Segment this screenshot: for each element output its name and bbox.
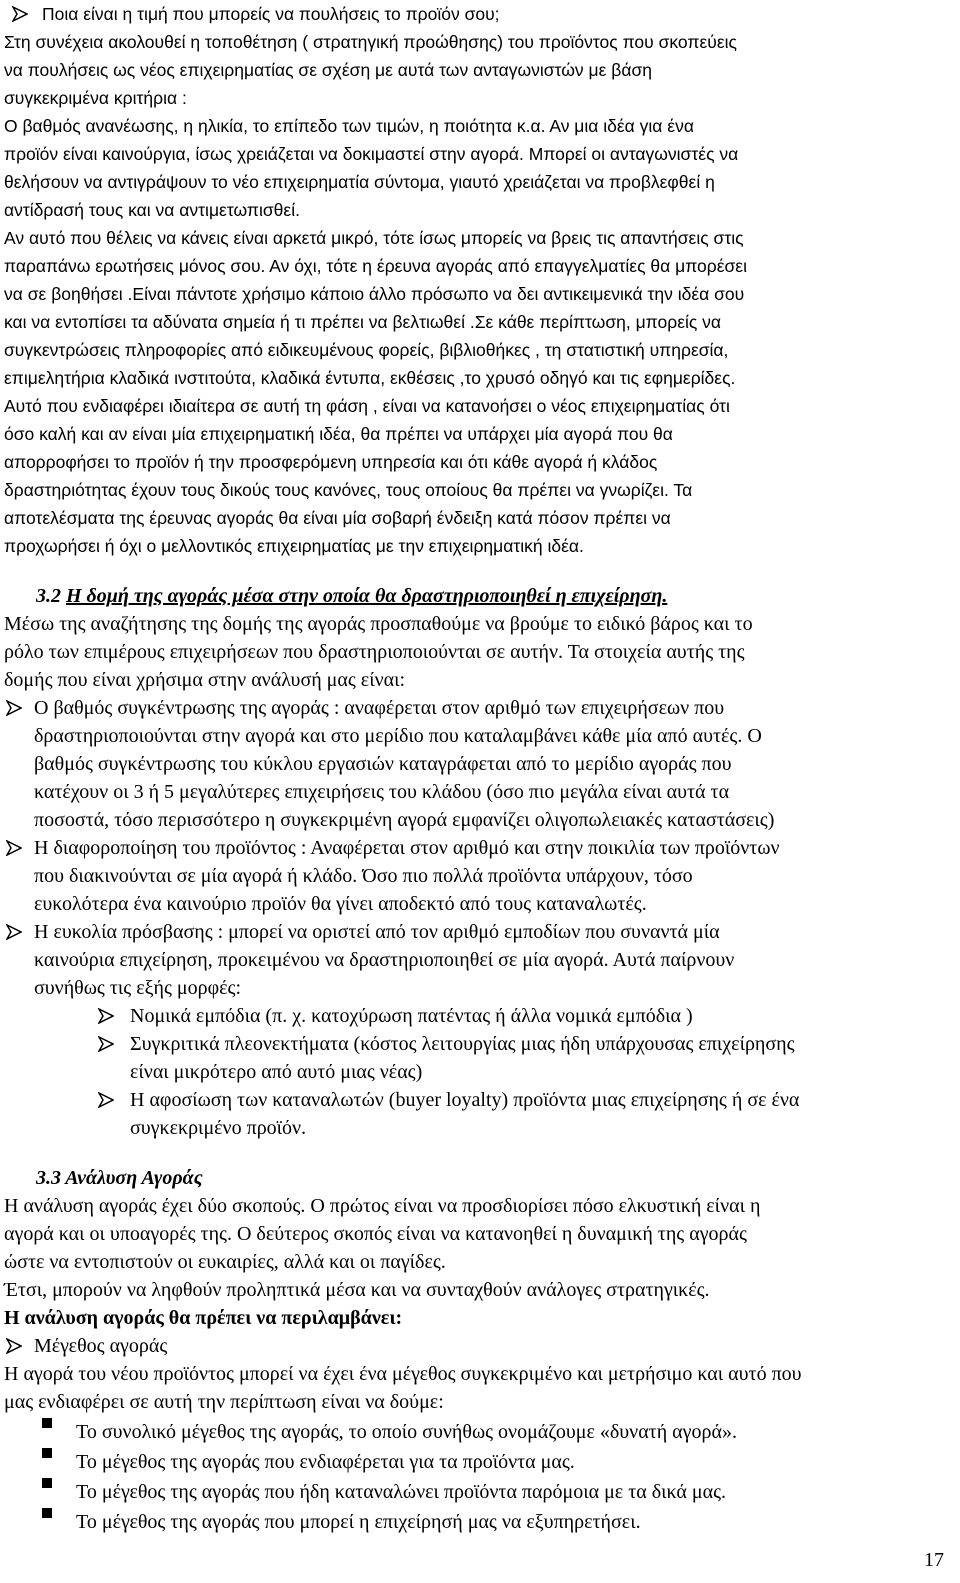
section-number: 3.2 — [36, 585, 61, 607]
sub-bullet-item: Νομικά εμπόδια (π. χ. κατοχύρωση πατέντας ή άλλα νομικά εμπόδια ) — [0, 1002, 960, 1030]
arrow-bullet-icon — [98, 1008, 114, 1024]
arrow-bullet-icon — [12, 6, 28, 22]
text-line: όσο καλή και αν είναι μία επιχειρηματική ιδέα, θα πρέπει να υπάρχει μία αγορά που θα — [4, 424, 673, 444]
text-line: Η αγορά του νέου προϊόντος μπορεί να έχει ένα μέγεθος συγκεκριμένο και μετρήσιμο και αυτό που — [4, 1363, 802, 1385]
text-line: Στη συνέχεια ακολουθεί η τοποθέτηση ( στρατηγική προώθησης) του προϊόντος που σκοπεύεις — [4, 32, 737, 52]
text-line: αντίδρασή τους και να αντιμετωπισθεί. — [4, 200, 300, 220]
sub-bullet-item: Η αφοσίωση των καταναλωτών (buyer loyalty) προϊόντα μιας επιχείρησης ή σε ένα — [0, 1086, 960, 1114]
text-line: καινούρια επιχείρηση, προκειμένου να δραστηριοποιηθεί σε μία αγορά. Αυτά παίρνουν — [34, 949, 735, 971]
square-bullet-icon — [42, 1448, 52, 1458]
arrow-bullet-icon — [6, 1338, 22, 1354]
question-line — [0, 0, 960, 28]
text-line: κατέχουν οι 3 ή 5 μεγαλύτερες επιχειρήσεις του κλάδου (όσο πιο μεγάλα είναι αυτά τα — [34, 781, 730, 803]
text-line: και να εντοπίσει τα αδύνατα σημεία ή τι πρέπει να βελτιωθεί .Σε κάθε περίπτωση, μπορείς να — [4, 312, 722, 332]
text-line: δραστηριοποιούνται στην αγορά και στο μερίδιο που καταλαμβάνει κάθε μία από αυτές. Ο — [34, 725, 762, 747]
text-line: θελήσουν να αντιγράψουν το νέο επιχειρηματία σύντομα, γιαυτό χρειάζεται να προβλεφθεί η — [4, 172, 715, 192]
sub-bullet-item: Συγκριτικά πλεονεκτήματα (κόστος λειτουργίας μιας ήδη υπάρχουσας επιχείρησης — [0, 1030, 960, 1058]
text-line: είναι μικρότερο από αυτό μιας νέας) — [130, 1061, 423, 1083]
text-line: συγκεντρώσεις πληροφορίες από ειδικευμένους φορείς, βιβλιοθήκες , τη στατιστική υπηρεσία, — [4, 340, 729, 360]
text-line: ρόλο των επιμέρους επιχειρήσεων που δραστηριοποιούνται σε αυτήν. Τα στοιχεία αυτής της — [4, 641, 745, 663]
text-line: αποτελέσματα της έρευνας αγοράς θα είναι μία σοβαρή ένδειξη κατά πόσον πρέπει να — [4, 508, 671, 528]
text-line: Η ανάλυση αγοράς έχει δύο σκοπούς. Ο πρώτος είναι να προσδιορίσει πόσο ελκυστική είναι η — [4, 1195, 761, 1217]
text-line: Μέσω της αναζήτησης της δομής της αγοράς προσπαθούμε να βρούμε το ειδικό βάρος και το — [4, 613, 753, 635]
square-bullet-item: Το μέγεθος της αγοράς που ήδη καταναλώνει προϊόντα παρόμοια με τα δικά μας. — [0, 1478, 960, 1506]
bold-heading: Η ανάλυση αγοράς θα πρέπει να περιλαμβάνει: — [4, 1307, 403, 1329]
text-line: ποσοστά, τόσο περισσότερο η συγκεκριμένη αγορά εμφανίζει ολιγοπωλειακές καταστάσεις) — [34, 809, 775, 831]
text-line: απορροφήσει το προϊόν ή την προσφερόμενη υπηρεσία και ότι κάθε αγορά ή κλάδος — [4, 452, 658, 472]
arrow-bullet-icon — [6, 924, 22, 940]
square-bullet-icon — [42, 1418, 52, 1428]
text-line: αγορά και οι υποαγορές της. Ο δεύτερος σκοπός είναι να κατανοηθεί η δυναμική της αγοράς — [4, 1223, 747, 1245]
text-line: να σε βοηθήσει .Είναι πάντοτε χρήσιμο κάποιο άλλο πρόσωπο να δει αντικειμενικά την ιδέα σου — [4, 284, 745, 304]
section-title: Η δομή της αγοράς μέσα στην οποία θα δραστηριοποιηθεί η επιχείρηση. — [66, 585, 668, 607]
question-text: Ποια είναι η τιμή που μπορείς να πουλήσεις το προϊόν σου; — [42, 4, 500, 24]
text-line: συγκεκριμένα κριτήρια : — [4, 88, 187, 108]
text-line: συγκεκριμένο προϊόν. — [130, 1117, 307, 1139]
square-bullet-icon — [42, 1478, 52, 1488]
text-line: ώστε να εντοπιστούν οι ευκαιρίες, αλλά και οι παγίδες. — [4, 1251, 446, 1273]
text-line: δραστηριότητας έχουν τους δικούς τους κανόνες, τους οποίους θα πρέπει να γνωρίζει. Τα — [4, 480, 693, 500]
square-bullet-icon — [42, 1508, 52, 1518]
text-line: ευκολότερα ένα καινούριο προϊόν θα γίνει αποδεκτό από τους καταναλωτές. — [34, 893, 647, 915]
square-bullet-item: Το μέγεθος της αγοράς που ενδιαφέρεται για τα προϊόντα μας. — [0, 1448, 960, 1476]
text-line: προχωρήσει ή όχι ο μελλοντικός επιχειρηματίας με την επιχειρηματική ιδέα. — [4, 536, 584, 556]
bullet-item: Μέγεθος αγοράς — [0, 1332, 960, 1360]
page-number: 17 — [924, 1549, 944, 1571]
arrow-bullet-icon — [6, 700, 22, 716]
text-line: βαθμός συγκέντρωσης του κύκλου εργασιών καταγράφεται από το μερίδιο αγοράς που — [34, 753, 732, 775]
text-line: επιμελητήρια κλαδικά ινστιτούτα, κλαδικά έντυπα, εκθέσεις ,το χρυσό οδηγό και τις εφημερίδες. — [4, 368, 736, 388]
text-line: Αυτό που ενδιαφέρει ιδιαίτερα σε αυτή τη φάση , είναι να κατανοήσει ο νέος επιχειρηματίας ότι — [4, 396, 730, 416]
bullet-item: Η ευκολία πρόσβασης : μπορεί να οριστεί από τον αριθμό εμποδίων που συναντά μία — [0, 918, 960, 946]
text-line: μας ενδιαφέρει σε αυτή την περίπτωση είναι να δούμε: — [4, 1391, 444, 1413]
arrow-bullet-icon — [98, 1036, 114, 1052]
text-line: παραπάνω ερωτήσεις μόνος σου. Αν όχι, τότε η έρευνα αγοράς από επαγγελματίες θα μπορέσει — [4, 256, 747, 276]
bullet-item: Ο βαθμός συγκέντρωσης της αγοράς : αναφέρεται στον αριθμό των επιχειρήσεων που — [0, 694, 960, 722]
text-line: δομής που είναι χρήσιμα στην ανάλυσή μας είναι: — [4, 669, 406, 691]
square-bullet-item: Το συνολικό μέγεθος της αγοράς, το οποίο συνήθως ονομάζουμε «δυνατή αγορά». — [0, 1418, 960, 1446]
text-line: που διακινούνται σε μία αγορά ή κλάδο. Όσο πιο πολλά προϊόντα υπάρχουν, τόσο — [34, 865, 693, 887]
bullet-item: Η διαφοροποίηση του προϊόντος : Αναφέρεται στον αριθμό και στην ποικιλία των προϊόντων — [0, 834, 960, 862]
section-heading-3-2 — [0, 582, 960, 610]
section-heading-3-3: 3.3 Ανάλυση Αγοράς — [36, 1167, 203, 1189]
square-bullet-item: Το μέγεθος της αγοράς που μπορεί η επιχείρησή μας να εξυπηρετήσει. — [0, 1508, 960, 1536]
text-line: συνήθως τις εξής μορφές: — [34, 977, 242, 999]
text-line: να πουλήσεις ως νέος επιχειρηματίας σε σχέση με αυτά των ανταγωνιστών με βάση — [4, 60, 652, 80]
arrow-bullet-icon — [6, 840, 22, 856]
text-line: προϊόν είναι καινούργια, ίσως χρειάζεται να δοκιμαστεί στην αγορά. Μπορεί οι ανταγωνιστές να — [4, 144, 739, 164]
arrow-bullet-icon — [98, 1092, 114, 1108]
text-line: Αν αυτό που θέλεις να κάνεις είναι αρκετά μικρό, τότε ίσως μπορείς να βρεις τις απαντήσεις στις — [4, 228, 744, 248]
text-line: Ο βαθμός ανανέωσης, η ηλικία, το επίπεδο των τιμών, η ποιότητα κ.α. Αν μια ιδέα για ένα — [4, 116, 694, 136]
text-line: Έτσι, μπορούν να ληφθούν προληπτικά μέσα και να συνταχθούν ανάλογες στρατηγικές. — [4, 1279, 710, 1301]
